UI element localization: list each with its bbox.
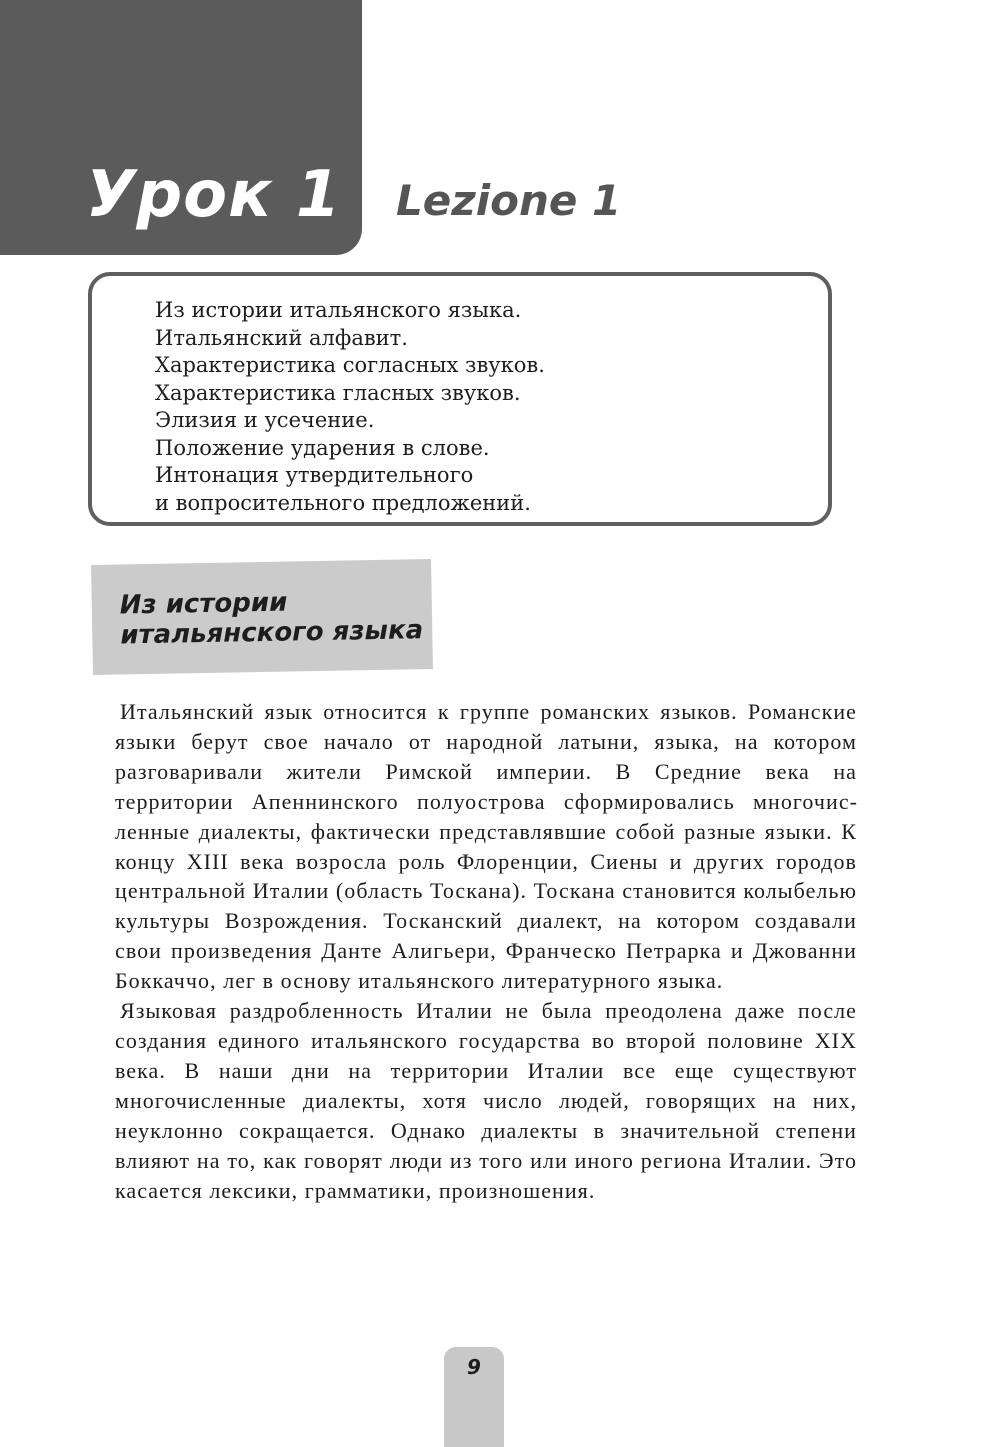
topic-item: Интонация утвердительного xyxy=(155,463,474,487)
topic-item: Положение ударения в слове. xyxy=(155,435,490,460)
topic-item: Элизия и усечение. xyxy=(155,408,375,432)
section-heading-line: итальянского языка xyxy=(120,615,424,651)
topic-item: и вопросительного предложений. xyxy=(155,490,531,515)
paragraph: Итальянский язык относится к группе романских языков. Романские языки берут свое начало от народной латыни, языка, на котором разговаривали жители Римской империи. В Средние века на территории Апеннинского полуострова сформировались многочисленные диалекты, фактически представлявшие собой разные языки. К концу XIII века возросла роль Флоренции, Сиены и других городов центральной Италии (область Тоскана). Тоскана становится колыбелью культуры Возрождения. Тосканский диалект, на котором создавали свои произведения Данте Алигьери, Франческо Петрарка и Джованни Боккаччо, лег в основу итальянского литературного языка. xyxy=(115,699,857,994)
topic-item: Характеристика согласных звуков. xyxy=(155,353,545,377)
topic-item: Итальянский алфавит. xyxy=(155,325,408,350)
body-text xyxy=(115,697,857,1205)
lesson-subtitle: Lezione 1 xyxy=(396,176,622,225)
topic-item: Из истории итальянского языка. xyxy=(155,298,522,322)
section-heading-line: Из истории xyxy=(119,587,288,621)
paragraph: Языковая раздробленность Италии не была преодолена даже после создания единого итальянского государства во второй половине XIX века. В наши дни на территории Италии все еще существуют многочисленные диалекты, хотя число людей, говорящих на них, неуклонно сокращается. Однако диалекты в значительной степени влияют на то, как говорят люди из того или иного региона Италии. Это касается лексики, грамматики, произношения. xyxy=(115,998,857,1203)
topics-list xyxy=(155,297,545,517)
section-heading xyxy=(91,559,433,675)
lesson-title: Урок 1 xyxy=(86,158,342,232)
section-heading-text xyxy=(120,585,424,650)
topic-item: Характеристика гласных звуков. xyxy=(155,380,521,405)
lesson-header-tab xyxy=(0,0,362,255)
page-number-tab xyxy=(444,1347,504,1447)
page-number: 9 xyxy=(467,1355,481,1379)
topics-box xyxy=(88,272,832,526)
